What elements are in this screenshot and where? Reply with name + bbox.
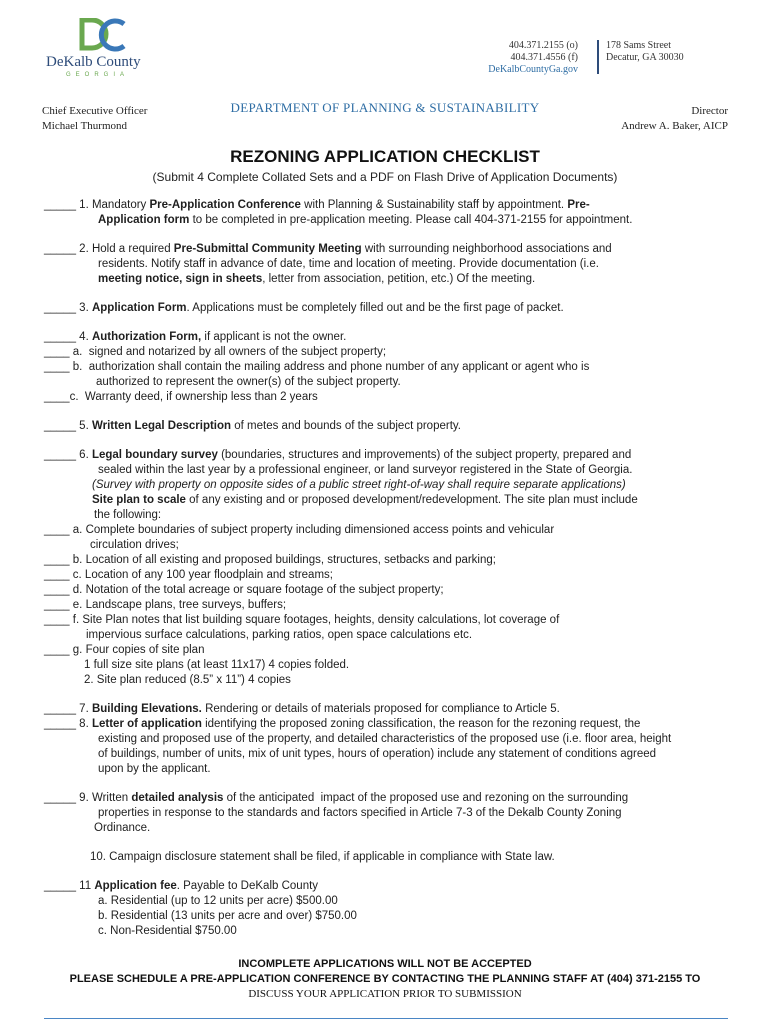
item-6c: ____ c. Location of any 100 year floodplain and streams;: [44, 569, 333, 581]
item-2: [44, 242, 734, 257]
item-2-cont: residents. Notify staff in advance of date, time and location of meeting. Provide documentation (i.e.: [98, 258, 599, 270]
phone-fax: 404.371.4556 (f): [510, 52, 578, 63]
item-4a: ____ a. signed and notarized by all owners of the subject property;: [44, 346, 387, 358]
item-text: if applicant is not the owner.: [201, 331, 347, 343]
address-line1: 178 Sams Street: [606, 40, 671, 51]
logo-subtext: GEORGIA: [66, 72, 130, 78]
page-title: REZONING APPLICATION CHECKLIST: [230, 147, 540, 166]
item-5: [44, 419, 734, 434]
item-6a-cont: circulation drives;: [90, 539, 179, 551]
item-text: _____ 7.: [44, 703, 92, 715]
address-block: [606, 40, 684, 64]
director-name: Andrew A. Baker, AICP: [621, 120, 728, 132]
item-8-cont2: of buildings, number of units, mix of unit types, hours of operation) include any statement of conditions agreed: [98, 748, 657, 760]
divider: [597, 40, 599, 74]
logo-text: DeKalb County: [46, 54, 141, 70]
item-10: 10. Campaign disclosure statement shall be filed, if applicable in compliance with State law.: [90, 851, 555, 863]
ceo-title: Chief Executive Officer: [42, 105, 148, 117]
item-9-cont: properties in response to the standards and factors specified in Article 7-3 of the Dekalb County Zoning: [98, 807, 622, 819]
item-6g-1: 1 full size site plans (at least 11x17) 4 copies folded.: [84, 659, 350, 671]
item-text: _____ 5.: [44, 420, 92, 432]
item-bold: meeting notice, sign in sheets: [98, 273, 263, 285]
item-1-cont: [44, 213, 734, 228]
item-6b: ____ b. Location of all existing and proposed buildings, structures, setbacks and parking;: [44, 554, 496, 566]
item-text: _____ 3.: [44, 302, 92, 314]
item-6-note: (Survey with property on opposite sides of a public street right-of-way shall require separate applications): [92, 479, 626, 491]
item-bold: Letter of application: [91, 718, 202, 730]
item-text: _____ 8.: [44, 718, 92, 730]
item-text: with Planning & Sustainability staff by appointment.: [300, 199, 568, 211]
item-2-cont2: [44, 272, 734, 287]
item-text: _____ 11: [44, 880, 95, 892]
item-text: of metes and bounds of the subject property.: [231, 420, 461, 432]
director-block: [621, 104, 728, 134]
item-1: [44, 198, 734, 213]
item-6a: ____ a. Complete boundaries of subject property including dimensioned access points and vehicular: [44, 524, 555, 536]
department-title: DEPARTMENT OF PLANNING & SUSTAINABILITY: [230, 100, 540, 115]
item-6-cont: sealed within the last year by a professional engineer, or land surveyor registered in the State of Georgia.: [98, 464, 633, 476]
item-3: [44, 301, 734, 316]
item-11b: b. Residential (13 units per acre and over) $750.00: [98, 910, 357, 922]
item-text: of any existing and or proposed development/redevelopment. The site plan must include: [185, 494, 638, 506]
item-6-siteplan: [44, 493, 734, 508]
address-line2: Decatur, GA 30030: [606, 52, 684, 63]
item-text: , letter from association, petition, etc.) Of the meeting.: [262, 273, 536, 285]
item-9: [44, 791, 734, 806]
item-6d: ____ d. Notation of the total acreage or square footage of the subject property;: [44, 584, 444, 596]
item-6f-cont: impervious surface calculations, parking ratios, open space calculations etc.: [86, 629, 473, 641]
director-title: Director: [691, 105, 728, 117]
item-bold: Pre-Application Conference: [149, 199, 301, 211]
checklist: [44, 198, 734, 939]
item-6e: ____ e. Landscape plans, tree surveys, buffers;: [44, 599, 287, 611]
item-7: [44, 702, 734, 717]
item-6g: ____ g. Four copies of site plan: [44, 644, 205, 656]
item-bold: Building Elevations.: [91, 703, 202, 715]
item-6g-2: 2. Site plan reduced (8.5” x 11”) 4 copies: [84, 674, 291, 686]
item-text: _____ 4.: [44, 331, 92, 343]
item-bold: Site plan to scale: [92, 494, 186, 506]
footer-instruction-cont: DISCUSS YOUR APPLICATION PRIOR TO SUBMISSION: [248, 988, 522, 1000]
item-bold: Pre-Submittal Community Meeting: [173, 243, 362, 255]
item-text: of the anticipated impact of the proposed use and rezoning on the surrounding: [223, 792, 629, 804]
item-text: _____ 9. Written: [44, 792, 132, 804]
item-text: _____ 1. Mandatory: [44, 199, 150, 211]
footer-instruction: PLEASE SCHEDULE A PRE-APPLICATION CONFERENCE BY CONTACTING THE PLANNING STAFF AT (404) 371-2155 TO: [69, 973, 701, 985]
item-6f: ____ f. Site Plan notes that list building square footages, heights, density calculations, lot coverage of: [44, 614, 560, 626]
item-text: (boundaries, structures and improvements) of the subject property, prepared and: [217, 449, 632, 461]
item-11c: c. Non-Residential $750.00: [98, 925, 237, 937]
item-text: Rendering or details of materials proposed for compliance to Article 5.: [201, 703, 560, 715]
item-6-cont2: the following:: [94, 509, 162, 521]
item-9-cont2: Ordinance.: [94, 822, 151, 834]
website-link[interactable]: DeKalbCountyGa.gov: [488, 64, 578, 75]
item-4: [44, 330, 734, 345]
item-bold: Application form: [98, 214, 190, 226]
item-8-cont: existing and proposed use of the property, and detailed characteristics of the proposed use (i.e. floor area, height: [98, 733, 672, 745]
item-bold: detailed analysis: [131, 792, 224, 804]
item-bold: Application fee: [94, 880, 177, 892]
page-subtitle: (Submit 4 Complete Collated Sets and a PDF on Flash Drive of Application Documents): [152, 170, 618, 184]
item-text: identifying the proposed zoning classification, the reason for the rezoning request, the: [201, 718, 641, 730]
item-4c: ____c. Warranty deed, if ownership less than 2 years: [44, 391, 318, 403]
item-bold: Application Form: [91, 302, 187, 314]
item-text: . Payable to DeKalb County: [176, 880, 319, 892]
item-8-cont3: upon by the applicant.: [98, 763, 211, 775]
item-bold: Legal boundary survey: [91, 449, 218, 461]
bottom-rule: [44, 1018, 728, 1019]
item-bold: Written Legal Description: [91, 420, 232, 432]
item-bold: Authorization Form,: [91, 331, 202, 343]
item-11a: a. Residential (up to 12 units per acre) $500.00: [98, 895, 338, 907]
ceo-name: Michael Thurmond: [42, 120, 128, 132]
contact-block: [468, 40, 578, 76]
item-text: to be completed in pre-application meeting. Please call 404-371-2155 for appointment.: [189, 214, 633, 226]
item-4b: ____ b. authorization shall contain the mailing address and phone number of any applicant or agent who is: [44, 361, 590, 373]
item-text: . Applications must be completely filled out and be the first page of packet.: [186, 302, 564, 314]
item-6: [44, 448, 734, 463]
item-4b-cont: authorized to represent the owner(s) of the subject property.: [96, 376, 401, 388]
phone-office: 404.371.2155 (o): [508, 40, 578, 51]
item-bold: Pre-: [567, 199, 590, 211]
item-text: with surrounding neighborhood associations and: [361, 243, 612, 255]
item-8: [44, 717, 734, 732]
item-text: _____ 6.: [44, 449, 92, 461]
item-11: [44, 879, 734, 894]
footer-warning: INCOMPLETE APPLICATIONS WILL NOT BE ACCEPTED: [238, 958, 532, 970]
item-text: _____ 2. Hold a required: [44, 243, 174, 255]
